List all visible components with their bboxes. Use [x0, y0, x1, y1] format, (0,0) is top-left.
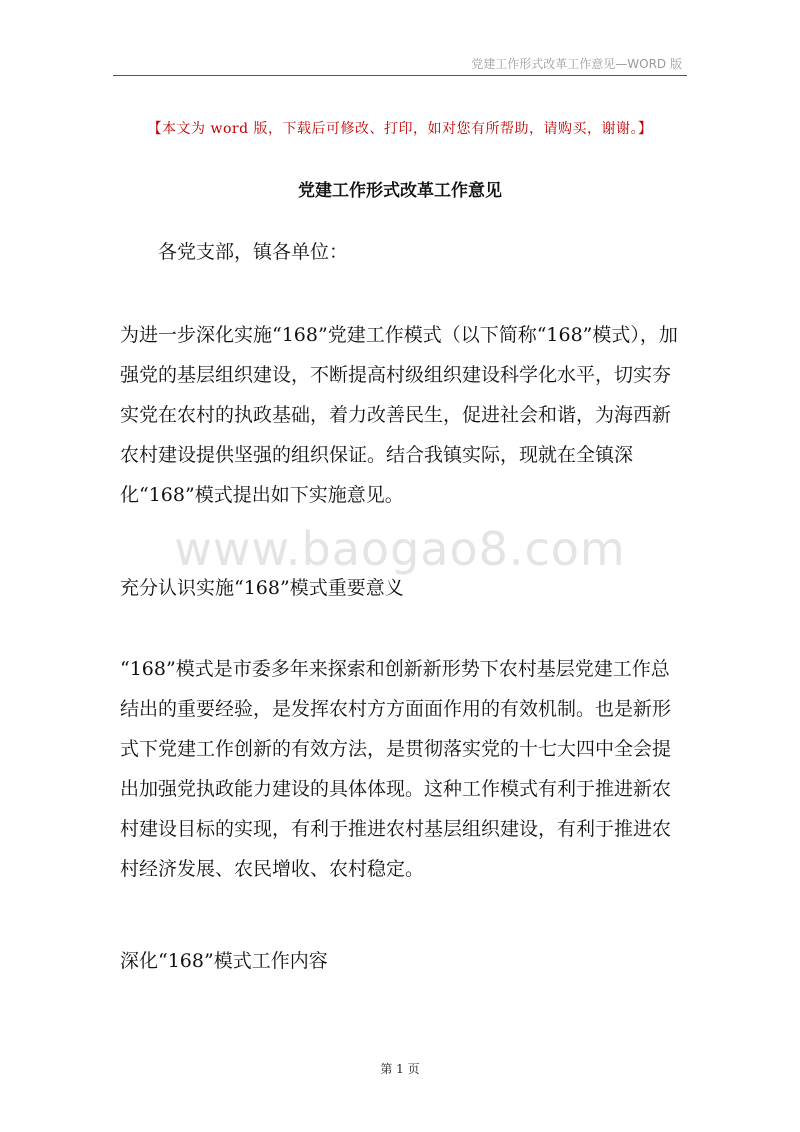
page-number: 第 1 页: [380, 1062, 420, 1076]
salutation: 各党支部，镇各单位：: [158, 241, 349, 263]
section-heading-2: 深化“168”模式工作内容: [120, 950, 328, 972]
header-divider: [113, 75, 687, 76]
body-paragraph-2: “168”模式是市委多年来探索和创新新形势下农村基层党建工作总结出的重要经验，是发挥农村方方面面作用的有效机制。也是新形式下党建工作创新的有效方法，是贯彻落实党的十七大四中全会提出加强党执政能力建设的具体体现。这种工作模式有利于推进新农村建设目标的实现，有利于推进农村基层组织建设，有利于推进农村经济发展、农民增收、农村稳定。: [120, 658, 672, 880]
watermark: www.baogao8.com: [174, 522, 626, 576]
document-title: 党建工作形式改革工作意见: [298, 181, 502, 201]
running-header: 党建工作形式改革工作意见—WORD 版: [471, 57, 682, 71]
section-heading-1: 充分认识实施“168”模式重要意义: [120, 577, 404, 599]
download-notice: 【本文为 word 版，下载后可修改、打印，如对您有所帮助，请购买，谢谢。】: [147, 121, 653, 137]
body-paragraph-1: 为进一步深化实施“168”党建工作模式（以下简称“168”模式），加强党的基层组织建设，不断提高村级组织建设科学化水平，切实夯实党在农村的执政基础，着力改善民生，促进社会和谐，为海西新农村建设提供坚强的组织保证。结合我镇实际，现就在全镇深化“168”模式提出如下实施意见。: [120, 324, 678, 506]
